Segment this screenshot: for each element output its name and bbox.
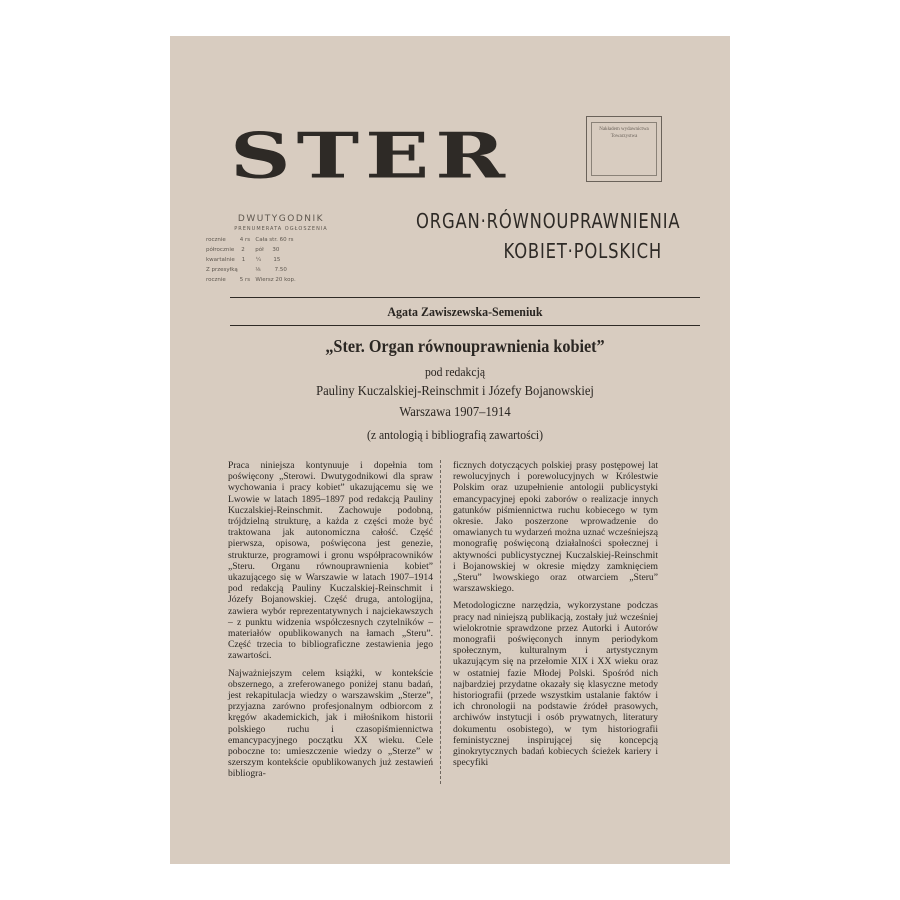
- organ-line-2: KOBIET·POLSKICH: [503, 239, 662, 263]
- paragraph: Metodologiczne narzędzia, wykorzystane podczas pracy nad niniejszą publikacją, zostały już wcześniej wielokrotnie sprawdzone przez Autorki i Autorów monografii poświęconych innym periodykom społecznym, kulturalnym i artystycznym ukazującym się na przełomie XIX i XX wieku oraz w ostatniej fazie Młodej Polski. Spośród nich najbardziej przydatne okazały się klasyczne metody historiografii (przede wszystkim ustalanie faktów i ich chronologii na podstawie źródeł prasowych, archiwów instytucji i osób prywatnych, literatury dokumentu osobistego), w tym historiografii feministycznej inspirującej się koncepcją ginokrytycznych badań kobiecych ścieżek kariery i specyfiki: [453, 600, 658, 769]
- body-column-left: [228, 460, 433, 786]
- subscription-line: rocznie 4 rs Cała str. 60 rs: [206, 237, 294, 243]
- column-divider: [440, 460, 441, 784]
- editor-intro: pod redakcją: [424, 364, 486, 379]
- book-note: (z antologią i bibliografią zawartości): [366, 427, 544, 442]
- subscription-line: Z przesyłką ⅛ 7.50: [206, 267, 287, 273]
- organ-line-1: ORGAN·RÓWNOUPRAWNIENIA: [416, 209, 681, 233]
- body-column-right: [453, 460, 658, 774]
- subscription-line: półrocznie 2 pół 30: [206, 247, 280, 253]
- top-rule: [230, 297, 700, 298]
- subscription-heading: DWUTYGODNIK: [237, 214, 325, 224]
- book-cover: [170, 36, 730, 864]
- subscription-box: [206, 214, 356, 285]
- paragraph: Najważniejszym celem książki, w kontekście obszernego, a zreferowanego poniżej stanu badań, jest rekapitulacja wiedzy o warszawskim „Sterze”, przyjazna zarówno profesjonalnym odbiorcom z kręgów akademickich, jak i miłośnikom historii polskiego ruchu i czasopiśmiennictwa emancypacyjnego początku XX wieku. Cele poboczne to: umieszczenie wiedzy o „Sterze” w szerszym kontekście opublikowanych już zestawień bibliogra-: [228, 667, 433, 780]
- paragraph: ficznych dotyczących polskiej prasy postępowej lat rewolucyjnych i porewolucyjnych w Królestwie Polskim oraz uzupełnienie antologii publicystyki emancypacyjnej epoki zaborów o realizacje innych gatunków piśmiennictwa ruchu kobiecego w tym okresie. Jako poszerzone wprowadzenie do omawianych tu wydarzeń można uznać wcześniejszą monografię poświęconą działalności społecznej i aktywności publicystycznej Kuczalskiej-Reinschmit i Bojanowskiej w okresie między zamknięciem „Steru” lwowskiego oraz otwarciem „Steru” warszawskiego.: [453, 460, 658, 595]
- publisher-notice-text: Nakładem wydawnictwa Towarzystwa: [591, 122, 657, 176]
- editors: Pauliny Kuczalskiej-Reinschmit i Józefy Bojanowskiej: [316, 384, 594, 399]
- bottom-rule: [230, 325, 700, 326]
- author-name: Agata Zawiszewska-Semeniuk: [387, 304, 543, 319]
- paragraph: Praca niniejsza kontynuuje i dopełnia tom poświęcony „Sterowi. Dwutygodnikowi dla spraw wychowania i pracy kobiet” ukazującemu się we Lwowie w latach 1895–1897 pod redakcją Pauliny Kuczalskiej-Reinschmit. Zachowuje podobną, trójdzielną strukturę, a każda z części może być traktowana jak autonomiczna całość. Część pierwsza, opisowa, poświęcona jest genezie, strukturze, programowi i gronu współpracowników „Steru. Organu równouprawnienia kobiet” ukazującego się w Warszawie w latach 1907–1914 pod redakcją Pauliny Kuczalskiej-Reinschmit i Józefy Bojanowskiej. Część druga, antologijna, zawiera wybór reprezentatywnych i najciekawszych – z punktu widzenia współczesnych czytelników – materiałów opublikowanych na łamach „Steru”. Część trzecia to bibliograficzne zestawienia jego zawartości.: [228, 460, 433, 662]
- masthead-title: STER: [230, 118, 512, 193]
- place-dates: Warszawa 1907–1914: [399, 405, 511, 420]
- publisher-notice-box: [586, 116, 662, 182]
- subscription-line: rocznie 5 rs Wiersz 20 kop.: [206, 277, 296, 283]
- masthead-subtitle: [416, 206, 681, 266]
- book-title: „Ster. Organ równouprawnienia kobiet”: [325, 336, 605, 356]
- subscription-subheading: PRENUMERATA OGŁOSZENIA: [234, 226, 328, 232]
- subscription-line: kwartalnie 1 ¼ 15: [206, 257, 281, 263]
